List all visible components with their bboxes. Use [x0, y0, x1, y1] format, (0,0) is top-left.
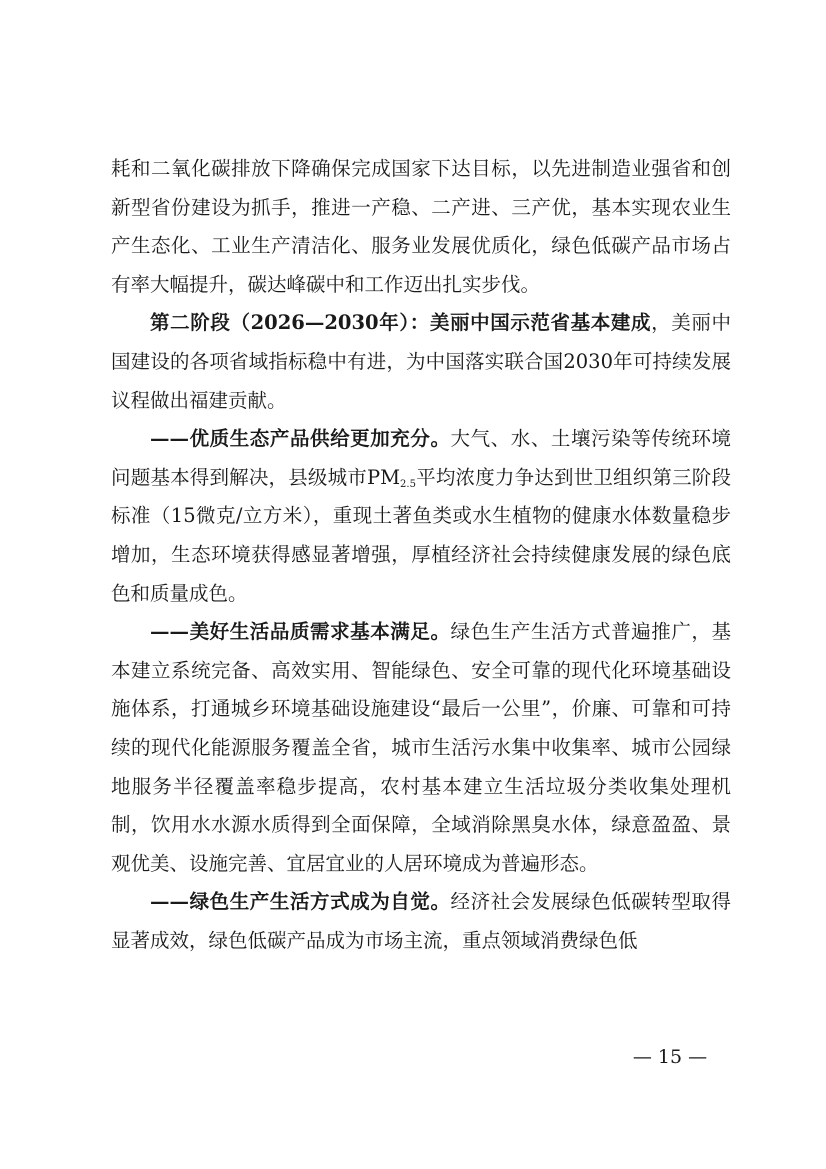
page-number: — 15 — [632, 1046, 708, 1068]
paragraph-quality-of-life [111, 613, 731, 883]
paragraph-text: ，美丽中国建设的各项省域指标稳中有进，为中国落实联合国2030年可持续发展议程做出福建贡献。 [111, 311, 731, 412]
paragraph-green-lifestyle [111, 883, 731, 960]
paragraph-text: 绿色生产生活方式普遍推广，基本建立系统完备、高效实用、智能绿色、安全可靠的现代化环境基础设施体系，打通城乡环境基础设施建设“最后一公里”，价廉、可靠和可持续的现代化能源服务覆盖全省，城市生活污水集中收集率、城市公园绿地服务半径覆盖率稳步提高，农村基本建立生活垃圾分类收集处理机制，饮用水水源水质得到全面保障，全域消除黑臭水体，绿意盈盈、景观优美、设施完善、宜居宜业的人居环境成为普遍形态。 [111, 620, 731, 875]
paragraph-stage-two [111, 304, 731, 420]
paragraph-heading: 第二阶段（2026—2030年）：美丽中国示范省基本建成 [150, 311, 652, 335]
paragraph-heading: ——优质生态产品供给更加充分。 [150, 427, 451, 451]
paragraph-text: 经济社会发展绿色低碳转型取得显著成效，绿色低碳产品成为市场主流，重点领域消费绿色低 [111, 890, 731, 952]
paragraph-continuation [111, 150, 731, 304]
body-text [111, 150, 731, 960]
paragraph-ecological-products [111, 420, 731, 613]
pm-subscript: 2.5 [400, 478, 416, 490]
paragraph-text: 平均浓度力争达到世卫组织第三阶段标准（15微克/立方米），重现土著鱼类或水生植物的健康水体数量稳步增加，生态环境获得感显著增强，厚植经济社会持续健康发展的绿色底色和质量成色。 [111, 465, 731, 605]
paragraph-heading: ——美好生活品质需求基本满足。 [150, 620, 451, 644]
paragraph-text: 大气、水、土壤污染等传统环境问题基本得到解决，县级城市PM [111, 427, 731, 489]
paragraph-text: 耗和二氧化碳排放下降确保完成国家下达目标，以先进制造业强省和创新型省份建设为抓手，推进一产稳、二产进、三产优，基本实现农业生产生态化、工业生产清洁化、服务业发展优质化，绿色低碳产品市场占有率大幅提升，碳达峰碳中和工作迈出扎实步伐。 [111, 157, 731, 296]
paragraph-heading: ——绿色生产生活方式成为自觉。 [150, 890, 451, 914]
